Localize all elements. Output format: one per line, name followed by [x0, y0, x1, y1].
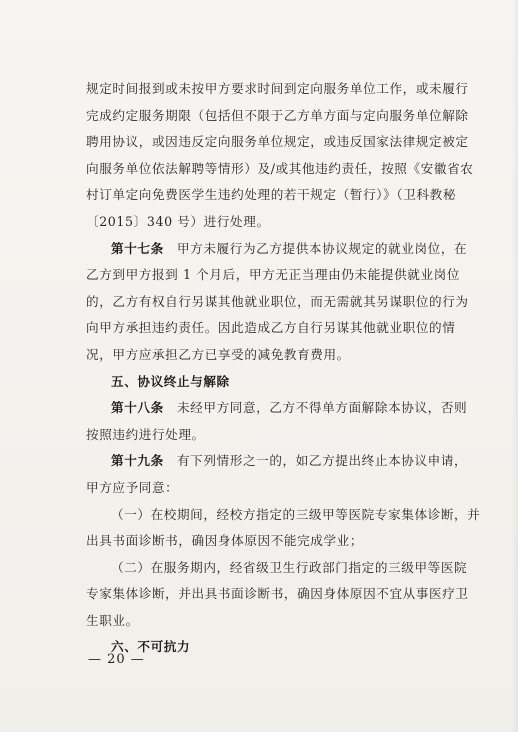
text-segment: 有下列情形之一的，如乙方提出终止本协议申请， [163, 453, 468, 469]
text-segment: 未经甲方同意，乙方不得单方面解除本协议，否则 [163, 400, 468, 416]
article-label: 六、不可抗力 [111, 639, 191, 655]
text-line [86, 156, 474, 183]
text-segment: 生职业。 [86, 612, 139, 628]
text-segment: 完成约定服务期限（包括但不限于乙方单方面与定向服务单位解除 [86, 107, 469, 123]
text-segment: 况，甲方应承担乙方已享受的减免教育费用。 [86, 346, 350, 362]
article-label: 第十九条 [111, 453, 164, 469]
text-segment: 向服务单位依法解聘等情形）及/或其他违约责任，按照《安徽省农 [86, 160, 474, 176]
text-line [86, 315, 468, 342]
text-segment: 乙方到甲方报到 1 个月后，甲方无正当理由仍未能提供就业岗位 [86, 267, 461, 283]
text-line [86, 262, 468, 289]
text-segment: 村订单定向免费医学生违约处理的若干规定（暂行）》（卫科教秘 [86, 187, 457, 203]
text-segment: 〔2015〕340 号）进行处理。 [86, 213, 270, 229]
text-line [86, 103, 468, 130]
text-line [86, 342, 468, 369]
text-line [86, 448, 468, 475]
text-line [86, 555, 468, 582]
article-label: 五、协议终止与解除 [111, 373, 230, 389]
text-segment: 专家集体诊断，并出具书面诊断书，确因身体原因不宜从事医疗卫 [86, 586, 469, 602]
section-heading [86, 369, 468, 396]
text-segment: 聘用协议，或因违反定向服务单位规定，或违反国家法律规定被定 [86, 134, 469, 150]
article-label: 第十八条 [111, 400, 164, 416]
text-line [86, 209, 468, 236]
text-segment: 甲方应予同意： [86, 479, 179, 495]
article-label: 第十七条 [111, 240, 164, 256]
page-edge-shadow [512, 0, 518, 732]
text-line [86, 182, 468, 209]
text-segment: 规定时间报到或未按甲方要求时间到定向服务单位工作，或未履行 [86, 81, 469, 96]
text-line [86, 502, 481, 529]
text-segment: 出具书面诊断书，确因身体原因不能完成学业； [86, 533, 364, 549]
text-line [86, 528, 468, 555]
text-line [86, 289, 468, 316]
text-line [86, 608, 468, 635]
text-segment: （二）在服务期内，经省级卫生行政部门指定的三级甲等医院 [111, 559, 468, 575]
text-segment: 向甲方承担违约责任。因此造成乙方自行另谋其他就业职位的情 [86, 320, 456, 336]
text-segment: 的，乙方有权自行另谋其他就业职位，而无需就其另谋职位的行为 [86, 293, 469, 309]
text-segment: 甲方未履行为乙方提供本协议规定的就业岗位，在 [163, 240, 468, 256]
text-line [86, 475, 468, 502]
text-segment: 按照违约进行处理。 [86, 426, 205, 442]
text-line [86, 236, 468, 263]
text-line [86, 581, 468, 608]
text-line [86, 129, 468, 156]
text-line [86, 422, 468, 449]
page-number: — 20 — [88, 652, 145, 667]
text-segment: （一）在校期间，经校方指定的三级甲等医院专家集体诊断，并 [111, 506, 481, 522]
text-line [86, 76, 468, 103]
text-line [86, 395, 468, 422]
document-body [86, 76, 481, 661]
